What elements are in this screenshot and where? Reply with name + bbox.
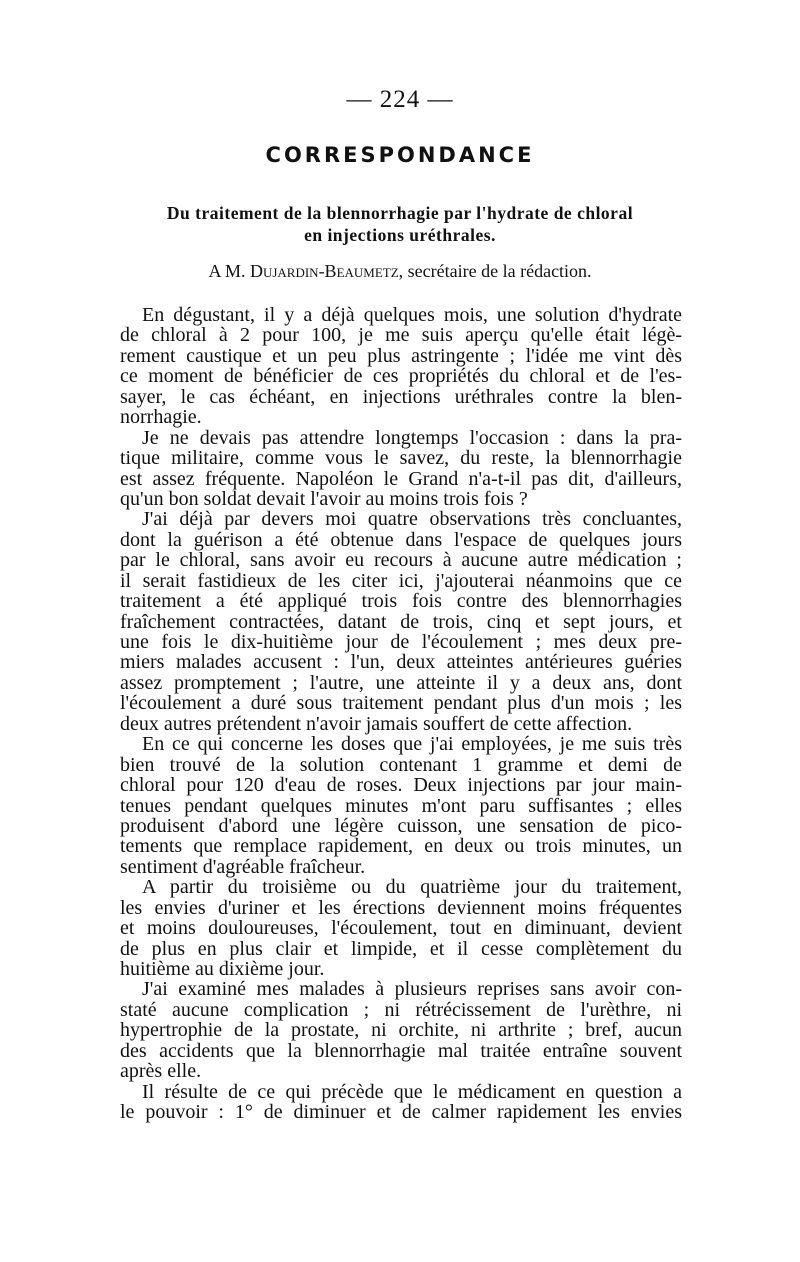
body-line: produisent d'abord une légère cuisson, une sensation de pico- [120,814,682,837]
body-line: est assez fréquente. Napoléon le Grand n'a-t-il pas dit, d'ailleurs, [120,467,682,490]
article-title [118,202,682,246]
body-line: et moins douloureuses, l'écoulement, tout en diminuant, devient [120,917,682,940]
address-line [118,261,682,282]
body-line: traitement a été appliqué trois fois contre des blennorrhagies [120,590,682,613]
body-line: fraîchement contractées, datant de trois, cinq et sept jours, et [120,610,682,633]
body-line: l'écoulement a duré sous traitement pendant plus d'un mois ; les [120,692,682,715]
body-line: tements que remplace rapidement, en deux ou trois minutes, un [120,835,682,858]
body-line: hypertrophie de la prostate, ni orchite, ni arthrite ; bref, aucun [120,1019,682,1042]
body-line: huitième au dixième jour. [120,958,325,980]
body-line: rement caustique et un peu plus astringente ; l'idée me vint dès [120,344,682,367]
body-line: Il résulte de ce qui précède que le médicament en question a [142,1080,682,1103]
body-line: les envies d'uriner et les érections deviennent moins fréquentes [120,896,682,919]
body-line: il serait fastidieux de les citer ici, j'ajouterai néanmoins que ce [120,569,682,592]
address-suffix: secrétaire de la rédaction. [403,261,592,281]
body-line: par le chloral, sans avoir eu recours à aucune autre médication ; [120,549,682,572]
body-line: J'ai examiné mes malades à plusieurs reprises sans avoir con- [142,978,682,1001]
body-line: qu'un bon soldat devait l'avoir au moins trois fois ? [120,487,528,510]
body-line: une fois le dix-huitième jour de l'écoulement ; mes deux pre- [120,631,682,653]
body-line: après elle. [120,1060,202,1083]
page-number: — 224 — [346,86,454,113]
body-line: miers malades accusent : l'un, deux atteintes antérieures guéries [120,651,682,674]
body-line: deux autres prétendent n'avoir jamais souffert de cette affection. [120,712,633,735]
body-line: assez promptement ; l'autre, une atteinte il y a deux ans, dont [120,671,682,694]
body-line: Je ne devais pas attendre longtemps l'occasion : dans la pra- [142,426,682,449]
body-line: A partir du troisième ou du quatrième jour du traitement, [142,876,682,899]
body-line: En ce qui concerne les doses que j'ai employées, je me suis très [142,733,682,756]
address-name: Dujardin-Beaumetz, [249,261,404,281]
body-line: des accidents que la blennorrhagie mal traitée entraîne souvent [120,1039,682,1062]
body-line: J'ai déjà par devers moi quatre observations très concluantes, [142,508,682,531]
body-line: staté aucune complication ; ni rétrécissement de l'urèthre, ni [120,998,682,1021]
address-prefix: A M. [208,261,250,281]
letter-body [120,305,682,1123]
body-line: bien trouvé de la solution contenant 1 gramme et demi de [120,753,682,776]
body-line: tenues pendant quelques minutes m'ont paru suffisantes ; elles [120,794,682,817]
body-line: de plus en plus clair et limpide, et il cesse complètement du [120,937,682,960]
body-line: ce moment de bénéficier de ces propriétés du chloral et de l'es- [120,365,682,388]
section-title: CORRESPONDANCE [265,143,535,167]
body-line: sentiment d'agréable fraîcheur. [120,855,366,878]
body-line: chloral pour 120 d'eau de roses. Deux injections par jour main- [120,774,682,797]
body-line: En dégustant, il y a déjà quelques mois, une solution d'hydrate [142,304,682,326]
body-line: tique militaire, comme vous le savez, du reste, la blennorrhagie [120,447,682,470]
body-line: le pouvoir : 1° de diminuer et de calmer rapidement les envies [120,1101,682,1124]
body-line: norrhagie. [120,406,202,429]
body-line: de chloral à 2 pour 100, je me suis aperçu qu'elle était légè- [120,324,682,347]
article-title-line-1: Du traitement de la blennorrhagie par l'hydrate de chloral [166,203,634,223]
body-line: dont la guérison a été obtenue dans l'espace de quelques jours [120,528,682,551]
body-line: sayer, le cas échéant, en injections uréthrales contre la blen- [120,385,682,408]
article-title-line-2: en injections uréthrales. [304,225,496,245]
